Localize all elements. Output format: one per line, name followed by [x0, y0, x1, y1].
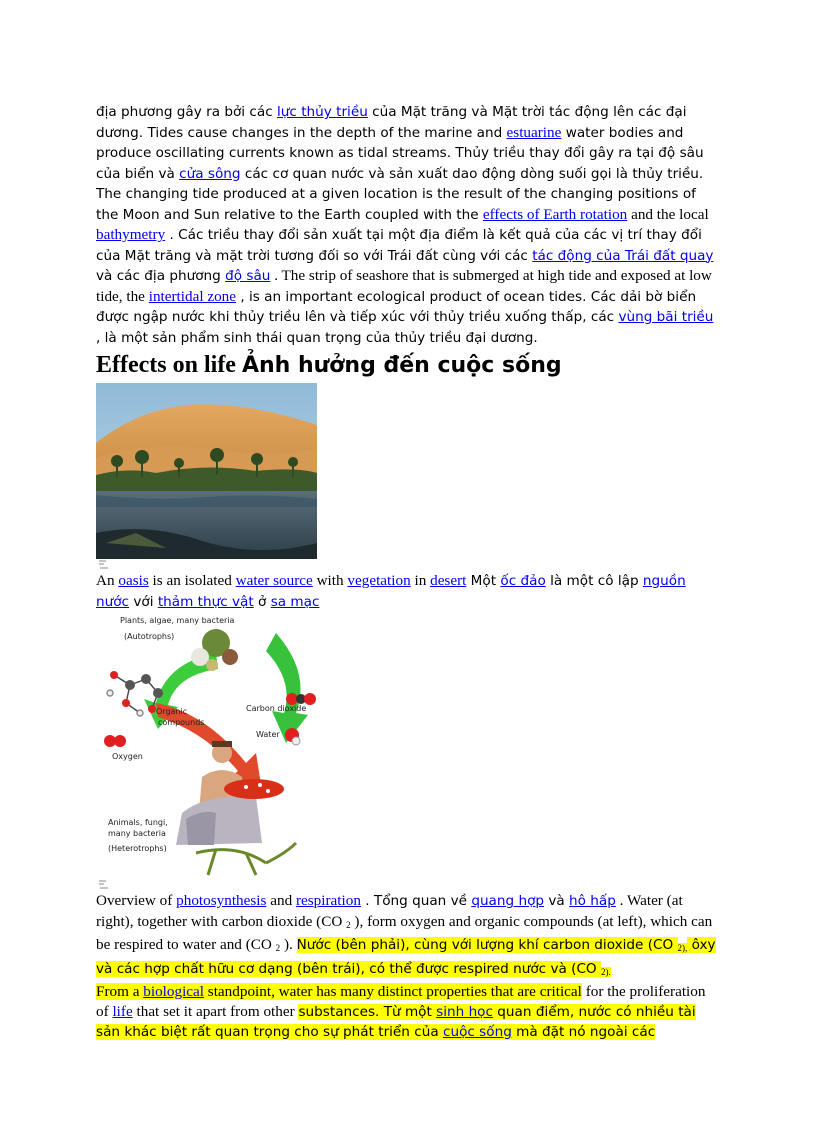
- label-carbon-dioxide: Carbon dioxide: [246, 704, 307, 713]
- highlighted-text: quan điểm, nước có nhiều tài sản khác biệt rất quan trọng cho sự phát triển của: [96, 1003, 696, 1040]
- highlighted-text: mà đặt nó ngoài các: [511, 1024, 656, 1040]
- link-sinh-hoc[interactable]: sinh học: [436, 1003, 493, 1020]
- label-heterotrophs: (Heterotrophs): [108, 844, 167, 853]
- link-effects-of-earth-rotation[interactable]: effects of Earth rotation: [482, 205, 628, 223]
- highlighted-text: ôxy và các hợp chất hữu cơ dạng (bên trái), có thể được respired nước và (CO: [96, 937, 716, 977]
- link-luc-thuy-trieu[interactable]: lực thủy triều: [277, 104, 368, 120]
- highlighted-text: Nước (bên phải), cùng với lượng khí carbon dioxide (CO: [296, 937, 678, 953]
- link-intertidal-zone[interactable]: intertidal zone: [148, 287, 237, 305]
- link-tham-thuc-vat[interactable]: thảm thực vật: [157, 593, 254, 610]
- link-vung-bai-trieu[interactable]: vùng bãi triều: [618, 309, 714, 325]
- link-water-source[interactable]: water source: [235, 572, 313, 589]
- link-photosynthesis[interactable]: photosynthesis: [176, 892, 267, 909]
- label-autotrophs: (Autotrophs): [124, 632, 175, 641]
- highlighted-text: standpoint, water has many distinct properties that are critical: [204, 983, 582, 1000]
- section-heading: Effects on life Ảnh hưởng đến cuộc sống: [96, 352, 562, 378]
- link-respiration[interactable]: respiration: [295, 892, 361, 909]
- link-tac-dong-trai-dat-quay[interactable]: tác động của Trái đất quay: [532, 247, 714, 264]
- mushroom: [224, 779, 284, 799]
- link-oc-dao[interactable]: ốc đảo: [500, 573, 546, 589]
- link-nguon-nuoc[interactable]: nguồn nước: [96, 573, 686, 610]
- label-compounds: compounds: [158, 718, 205, 727]
- label-animals: Animals, fungi,: [108, 818, 168, 827]
- link-quang-hop[interactable]: quang hợp: [471, 893, 545, 909]
- label-bacteria: many bacteria: [108, 829, 166, 838]
- link-life[interactable]: life: [112, 1002, 133, 1020]
- tides-paragraph: địa phương gây ra bởi các lực thủy triều của Mặt trăng và Mặt trời tác động lên các đại dương. Tides cause changes in the depth of the marine and estuarine water bodies and produce oscillating currents known as tidal streams. Thủy triều thay đổi gây ra tại độ sâu của biển và cửa sông các cơ quan nước và sản xuất dao động dòng suối gọi là thủy triều. The changing tide produced at a given location is the result of the changing positions of the Moon and Sun relative to the Earth coupled with the effects of Earth rotation and the local bathymetry . Các triều thay đổi sản xuất tại một địa điểm là kết quả của các vị trí thay đổi của Mặt trăng và mặt trời tương đối so với Trái đất cùng với các tác động của Trái đất quay và các địa phương độ sâu . The strip of seashore that is submerged at high tide and exposed at low tide, the intertidal zone , is an important ecological product of ocean tides. Các dải bờ biển được ngập nước khi thủy triều lên và tiếp xúc với thủy triều xuống thấp, các vùng bãi triều , là một sản phẩm sinh thái quan trọng của thủy triều đại dương.: [96, 104, 714, 346]
- image-anchor-icon: [98, 559, 112, 571]
- link-sa-mac[interactable]: sa mạc: [270, 593, 320, 610]
- biology-paragraph: From a biological standpoint, water has many distinct properties that are critical for the proliferation of life that set it apart from other substances. Từ một sinh học quan điểm, nước có nhiều tài sản khác biệt rất quan trọng cho sự phát triển của cuộc sống mà đặt nó ngoài các: [96, 983, 706, 1040]
- link-estuarine[interactable]: estuarine: [506, 123, 562, 141]
- photosynthesis-caption: Overview of photosynthesis and respiration . Tổng quan về quang hợp và hô hấp . Water (at right), together with carbon dioxide (CO $_2$ ), form oxygen and organic compounds (at left), which can be respired to water and (CO $_2$ ). Nước (bên phải), cùng với lượng khí carbon dioxide (CO $_{2),}$ ôxy và các hợp chất hữu cơ dạng (bên trái), có thể được respired nước và (CO $_{2).}$: [96, 892, 716, 977]
- photosynthesis-diagram: [96, 613, 317, 879]
- link-vegetation[interactable]: vegetation: [347, 572, 411, 589]
- label-water: Water: [256, 730, 280, 739]
- highlighted-text: substances. Từ một: [298, 1003, 437, 1020]
- link-ho-hap[interactable]: hô hấp: [569, 893, 616, 909]
- link-do-sau[interactable]: độ sâu: [225, 268, 271, 284]
- oasis-photo: [96, 383, 317, 559]
- document-page: [96, 102, 720, 1043]
- highlighted-text: From a: [96, 983, 144, 1000]
- image-anchor-icon: [98, 879, 112, 891]
- label-plants: Plants, algae, many bacteria: [120, 616, 235, 625]
- link-biological[interactable]: biological: [143, 983, 204, 1000]
- link-cua-song[interactable]: cửa sông: [179, 165, 241, 182]
- oasis-caption: An oasis is an isolated water source with vegetation in desert Một ốc đảo là một cô lập nguồn nước với thảm thực vật ở sa mạc: [96, 572, 686, 610]
- link-bathymetry[interactable]: bathymetry: [96, 226, 166, 243]
- link-desert[interactable]: desert: [430, 572, 467, 589]
- link-cuoc-song[interactable]: cuộc sống: [442, 1024, 512, 1040]
- label-organic: Organic: [156, 707, 188, 716]
- link-oasis[interactable]: oasis: [118, 572, 149, 589]
- label-oxygen: Oxygen: [112, 752, 143, 761]
